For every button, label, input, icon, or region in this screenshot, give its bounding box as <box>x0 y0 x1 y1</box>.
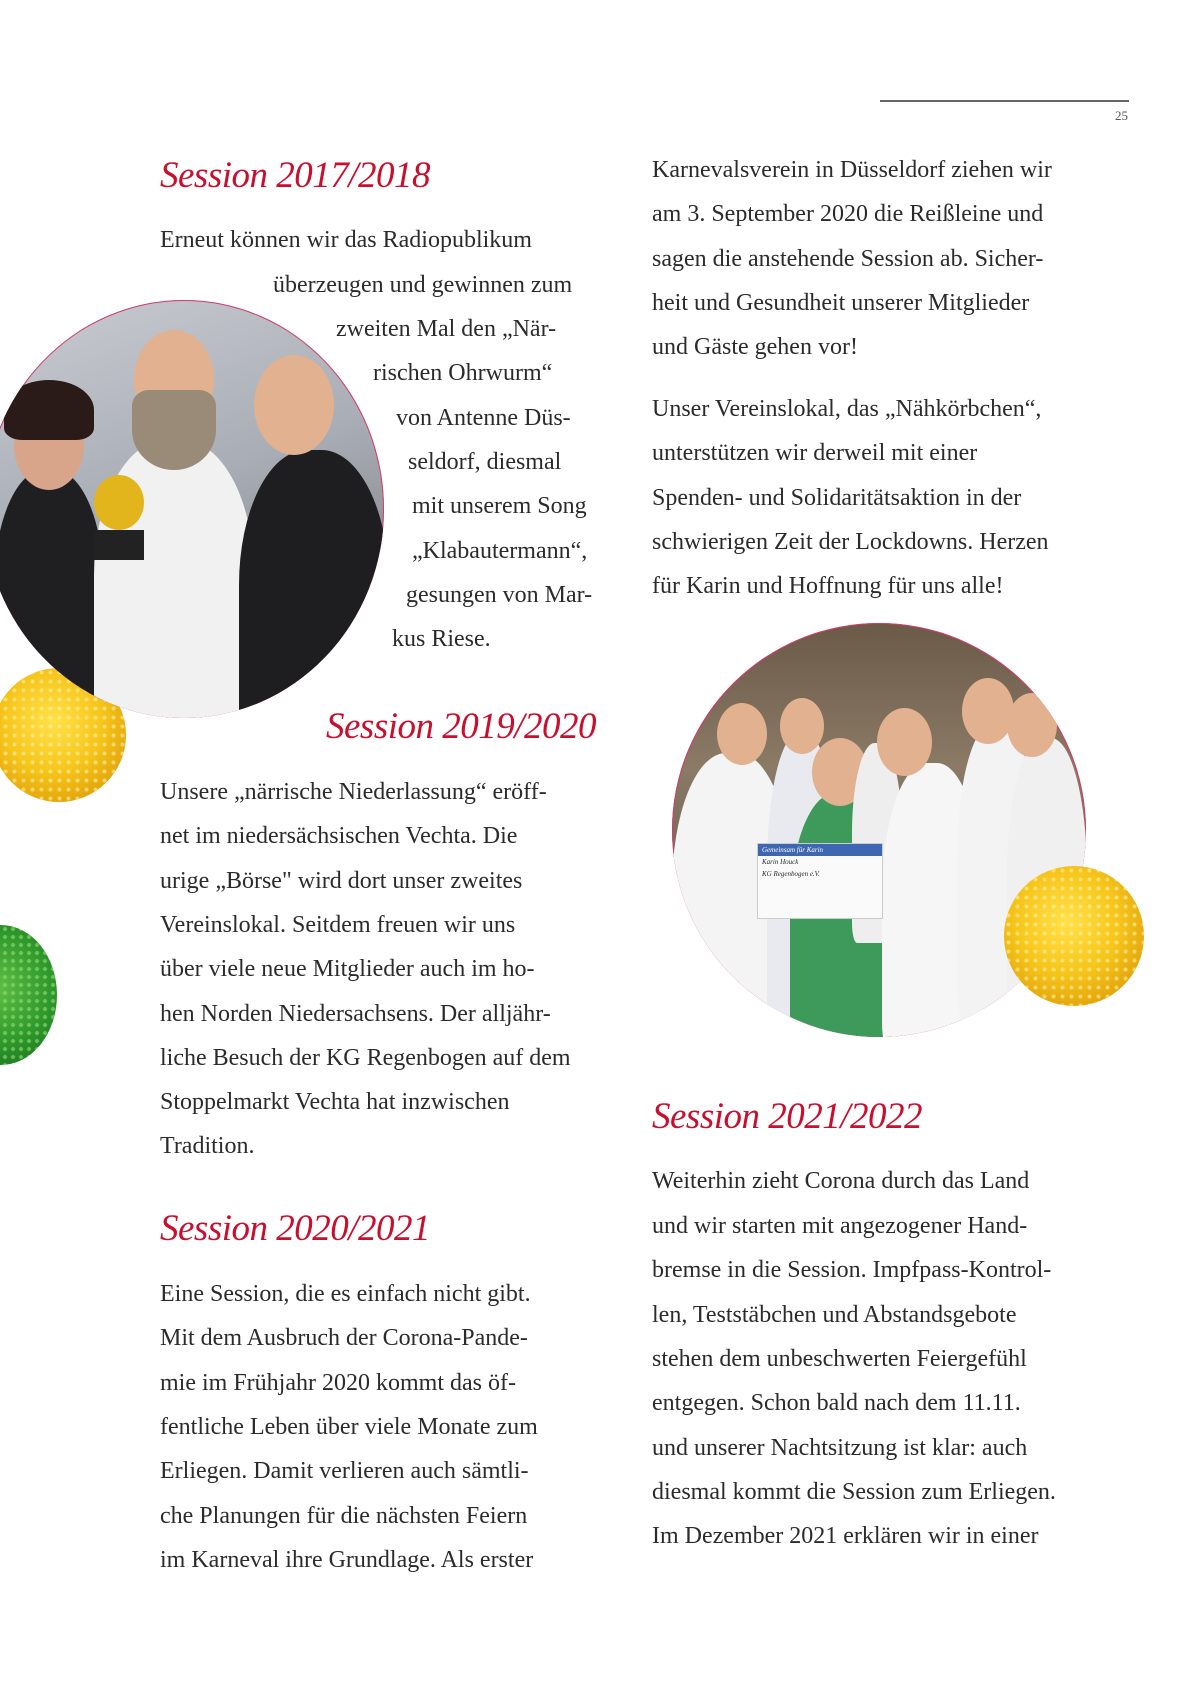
text-line: und unserer Nachtsitzung ist klar: auch <box>652 1435 1028 1461</box>
text-line: fentliche Leben über viele Monate zum <box>160 1414 538 1440</box>
text-line: und Gäste gehen vor! <box>652 334 858 360</box>
yellow-pompom-decoration <box>1004 866 1144 1006</box>
text-line: Weiterhin zieht Corona durch das Land <box>652 1168 1030 1194</box>
text-line: len, Teststäbchen und Abstandsgebote <box>652 1302 1017 1328</box>
text-line: diesmal kommt die Session zum Erliegen. <box>652 1479 1056 1505</box>
text-line: von Antenne Düs- <box>396 405 571 431</box>
heading-session-2021-2022: Session 2021/2022 <box>652 1096 923 1137</box>
text-line: mie im Frühjahr 2020 kommt das öf- <box>160 1370 516 1396</box>
text-line: „Klabautermann“, <box>412 538 588 564</box>
text-line: urige „Börse" wird dort unser zweites <box>160 868 523 894</box>
text-line: im Karneval ihre Grundlage. Als erster <box>160 1547 534 1573</box>
text-line: am 3. September 2020 die Reißleine und <box>652 201 1044 227</box>
text-line: heit und Gesundheit unserer Mitglieder <box>652 290 1030 316</box>
text-line: sagen die anstehende Session ab. Sicher- <box>652 246 1044 272</box>
text-line: net im niedersächsischen Vechta. Die <box>160 823 518 849</box>
heading-session-2020-2021: Session 2020/2021 <box>160 1208 431 1249</box>
text-line: Erneut können wir das Radiopublikum <box>160 227 532 253</box>
certificate-name: Karin Houck <box>762 858 799 866</box>
page-number: 25 <box>1115 108 1128 123</box>
text-line: und wir starten mit angezogener Hand- <box>652 1213 1028 1239</box>
text-line: Unsere „närrische Niederlassung“ eröff- <box>160 779 547 805</box>
text-line: Unser Vereinslokal, das „Nähkörbchen“, <box>652 396 1042 422</box>
text-line: unterstützen wir derweil mit einer <box>652 440 978 466</box>
header-rule <box>880 100 1129 102</box>
text-line: bremse in die Session. Impfpass-Kontrol- <box>652 1257 1052 1283</box>
text-line: hen Norden Niedersachsens. Der alljähr- <box>160 1001 551 1027</box>
certificate-org: KG Regenbogen e.V. <box>762 870 820 878</box>
text-line: Spenden- und Solidaritätsaktion in der <box>652 485 1022 511</box>
text-line: über viele neue Mitglieder auch im ho- <box>160 956 535 982</box>
heading-session-2019-2020: Session 2019/2020 <box>326 706 597 747</box>
text-line: kus Riese. <box>392 626 491 652</box>
text-line: zweiten Mal den „När- <box>336 316 557 342</box>
text-line: Tradition. <box>160 1133 255 1159</box>
certificate-title: Gemeinsam für Karin <box>758 844 882 856</box>
text-line: Eine Session, die es einfach nicht gibt. <box>160 1281 531 1307</box>
text-line: Stoppelmarkt Vechta hat inzwischen <box>160 1089 510 1115</box>
text-line: Mit dem Ausbruch der Corona-Pande- <box>160 1325 528 1351</box>
photo-radio-award <box>0 300 384 718</box>
text-line: überzeugen und gewinnen zum <box>273 272 573 298</box>
text-line: Im Dezember 2021 erklären wir in einer <box>652 1523 1039 1549</box>
green-pompom-decoration <box>0 925 57 1065</box>
heading-session-2017-2018: Session 2017/2018 <box>160 155 431 196</box>
text-line: Vereinslokal. Seitdem freuen wir uns <box>160 912 516 938</box>
text-line: entgegen. Schon bald nach dem 11.11. <box>652 1390 1021 1416</box>
text-line: gesungen von Mar- <box>406 582 593 608</box>
text-line: Erliegen. Damit verlieren auch sämtli- <box>160 1458 529 1484</box>
donation-certificate <box>757 843 883 919</box>
text-line: stehen dem unbeschwerten Feiergefühl <box>652 1346 1027 1372</box>
text-line: liche Besuch der KG Regenbogen auf dem <box>160 1045 571 1071</box>
text-line: che Planungen für die nächsten Feiern <box>160 1503 528 1529</box>
text-line: Karnevalsverein in Düsseldorf ziehen wir <box>652 157 1052 183</box>
text-line: mit unserem Song <box>412 493 587 519</box>
text-line: rischen Ohrwurm“ <box>373 360 553 386</box>
text-line: schwierigen Zeit der Lockdowns. Herzen <box>652 529 1049 555</box>
text-line: seldorf, diesmal <box>408 449 562 475</box>
text-line: für Karin und Hoffnung für uns alle! <box>652 573 1004 599</box>
